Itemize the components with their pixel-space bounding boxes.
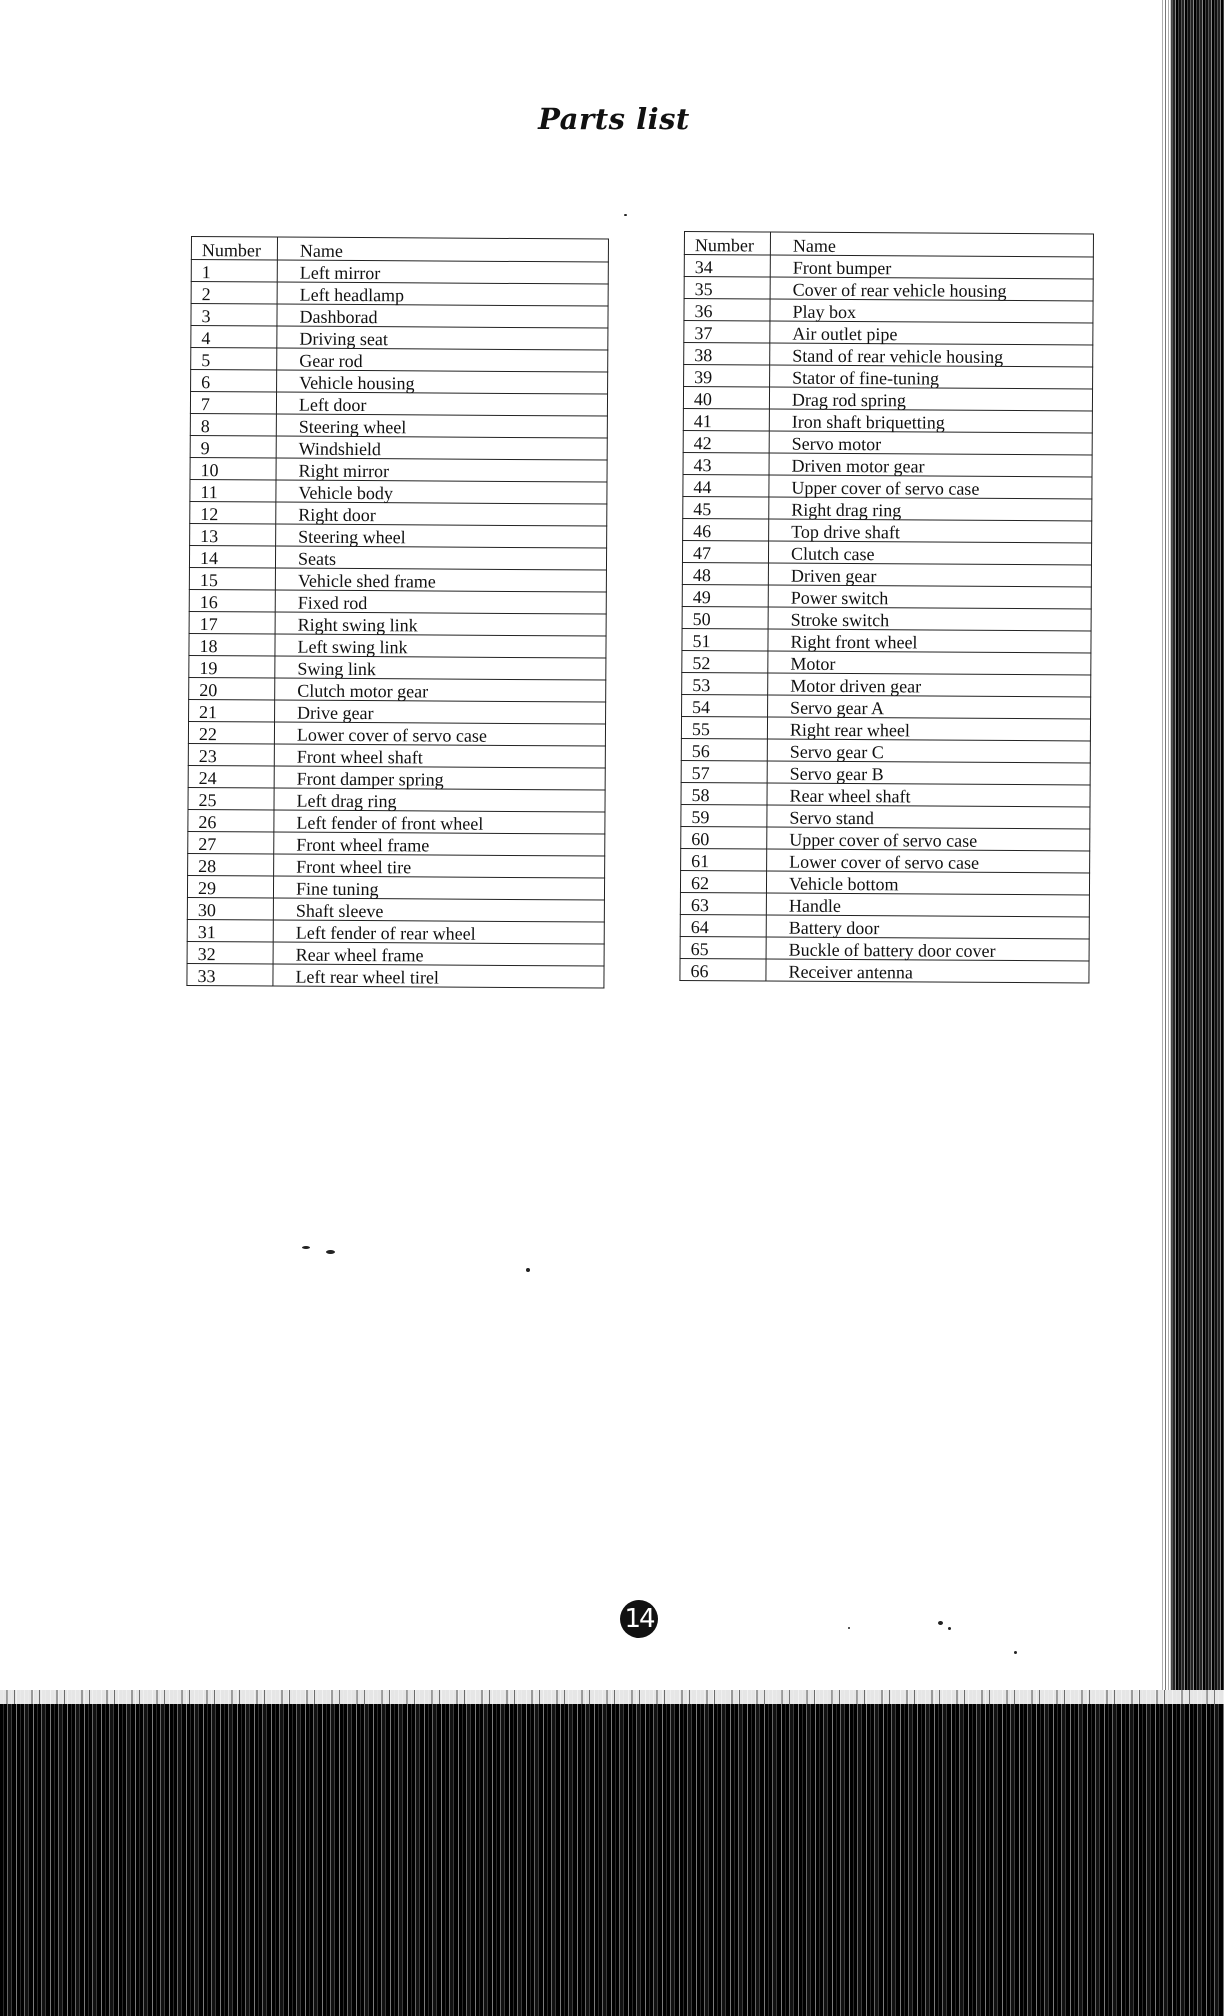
part-number: 2 bbox=[191, 282, 277, 305]
parts-table-right bbox=[679, 231, 1094, 983]
part-name: Driving seat bbox=[277, 326, 608, 350]
part-number: 40 bbox=[683, 387, 769, 410]
part-name: Left door bbox=[276, 392, 607, 416]
parts-table-left-body bbox=[187, 260, 608, 989]
part-name: Lower cover of servo case bbox=[274, 722, 605, 746]
part-name: Top drive shaft bbox=[769, 519, 1092, 543]
name-column-header: Name bbox=[277, 237, 608, 262]
table-row bbox=[187, 919, 604, 944]
part-name: Clutch motor gear bbox=[275, 678, 606, 702]
part-number: 8 bbox=[190, 413, 276, 436]
table-row bbox=[682, 628, 1091, 652]
part-number: 14 bbox=[189, 545, 275, 568]
table-row bbox=[682, 584, 1091, 608]
part-name: Right swing link bbox=[275, 612, 606, 636]
part-number: 64 bbox=[680, 914, 766, 937]
table-row bbox=[190, 392, 607, 417]
part-name: Stand of rear vehicle housing bbox=[770, 343, 1093, 367]
part-number: 38 bbox=[684, 343, 770, 366]
table-row bbox=[682, 540, 1091, 564]
parts-table-right-body bbox=[680, 255, 1093, 983]
part-name: Left drag ring bbox=[274, 788, 605, 812]
part-number: 3 bbox=[191, 304, 277, 327]
part-number: 49 bbox=[682, 584, 768, 607]
part-number: 10 bbox=[190, 457, 276, 480]
part-name: Receiver antenna bbox=[766, 959, 1089, 983]
table-row bbox=[187, 875, 604, 900]
table-row bbox=[191, 260, 608, 285]
part-name: Front bumper bbox=[770, 255, 1093, 279]
part-number: 31 bbox=[187, 919, 273, 942]
part-number: 50 bbox=[682, 606, 768, 629]
scan-speck bbox=[848, 1627, 850, 1629]
part-number: 39 bbox=[684, 365, 770, 388]
table-row bbox=[681, 826, 1090, 850]
part-name: Right front wheel bbox=[768, 629, 1091, 653]
part-name: Left swing link bbox=[275, 634, 606, 658]
part-number: 65 bbox=[680, 936, 766, 959]
table-row bbox=[683, 430, 1092, 454]
part-number: 47 bbox=[682, 540, 768, 563]
part-number: 28 bbox=[188, 853, 274, 876]
part-number: 36 bbox=[684, 299, 770, 322]
table-row bbox=[190, 457, 607, 482]
table-row bbox=[190, 413, 607, 438]
table-row bbox=[684, 343, 1093, 367]
part-name: Iron shaft briquetting bbox=[769, 409, 1092, 433]
part-number: 63 bbox=[680, 892, 766, 915]
part-name: Left fender of rear wheel bbox=[273, 920, 604, 944]
table-row bbox=[681, 848, 1090, 872]
table-row bbox=[189, 611, 606, 636]
part-number: 15 bbox=[189, 567, 275, 590]
part-name: Dashborad bbox=[277, 304, 608, 328]
scan-speck bbox=[1014, 1651, 1017, 1654]
table-row bbox=[188, 743, 605, 768]
part-number: 34 bbox=[684, 255, 770, 278]
part-number: 56 bbox=[681, 738, 767, 761]
table-row bbox=[190, 479, 607, 504]
part-name: Vehicle housing bbox=[277, 370, 608, 394]
part-name: Front wheel frame bbox=[274, 832, 605, 856]
scan-speck bbox=[948, 1627, 951, 1630]
part-name: Stator of fine-tuning bbox=[770, 365, 1093, 389]
table-row bbox=[683, 496, 1092, 520]
table-row bbox=[683, 518, 1092, 542]
part-name: Right rear wheel bbox=[767, 717, 1090, 741]
part-name: Rear wheel frame bbox=[273, 942, 604, 966]
part-name: Stroke switch bbox=[768, 607, 1091, 631]
part-number: 4 bbox=[191, 326, 277, 349]
part-number: 11 bbox=[190, 479, 276, 502]
part-name: Front wheel shaft bbox=[274, 744, 605, 768]
part-number: 25 bbox=[188, 787, 274, 810]
table-row bbox=[190, 523, 607, 548]
scan-speck bbox=[326, 1250, 335, 1254]
part-number: 7 bbox=[190, 392, 276, 415]
table-row bbox=[681, 760, 1090, 784]
part-number: 52 bbox=[682, 650, 768, 673]
part-number: 43 bbox=[683, 452, 769, 475]
part-name: Shaft sleeve bbox=[273, 898, 604, 922]
part-name: Right mirror bbox=[276, 458, 607, 482]
part-name: Windshield bbox=[276, 436, 607, 460]
table-row bbox=[191, 348, 608, 373]
part-number: 29 bbox=[187, 875, 273, 898]
part-number: 60 bbox=[681, 826, 767, 849]
part-name: Drag rod spring bbox=[769, 387, 1092, 411]
table-row bbox=[189, 699, 606, 724]
part-number: 18 bbox=[189, 633, 275, 656]
part-number: 20 bbox=[189, 677, 275, 700]
table-row bbox=[684, 365, 1093, 389]
part-name: Servo gear A bbox=[768, 695, 1091, 719]
part-name: Fine tuning bbox=[273, 876, 604, 900]
part-name: Steering wheel bbox=[276, 414, 607, 438]
table-row bbox=[681, 716, 1090, 740]
table-row bbox=[682, 606, 1091, 630]
part-name: Driven gear bbox=[768, 563, 1091, 587]
table-row bbox=[188, 831, 605, 856]
part-name: Vehicle shed frame bbox=[275, 568, 606, 592]
part-number: 19 bbox=[189, 655, 275, 678]
part-number: 37 bbox=[684, 321, 770, 344]
table-row bbox=[681, 804, 1090, 828]
scan-speck bbox=[624, 214, 627, 216]
part-number: 12 bbox=[190, 501, 276, 524]
table-row bbox=[188, 853, 605, 878]
part-name: Vehicle body bbox=[276, 480, 607, 504]
table-row bbox=[683, 452, 1092, 476]
number-column-header: Number bbox=[684, 232, 770, 256]
table-row bbox=[684, 277, 1093, 301]
part-number: 44 bbox=[683, 474, 769, 497]
part-name: Lower cover of servo case bbox=[767, 849, 1090, 873]
part-name: Buckle of battery door cover bbox=[766, 937, 1089, 961]
table-row bbox=[682, 562, 1091, 586]
name-column-header: Name bbox=[770, 232, 1093, 257]
part-name: Battery door bbox=[766, 915, 1089, 939]
part-number: 6 bbox=[191, 370, 277, 393]
table-row bbox=[191, 326, 608, 351]
part-name: Cover of rear vehicle housing bbox=[770, 277, 1093, 301]
part-name: Power switch bbox=[768, 585, 1091, 609]
part-number: 41 bbox=[683, 408, 769, 431]
table-row bbox=[189, 677, 606, 702]
table-row bbox=[191, 282, 608, 307]
part-number: 61 bbox=[681, 848, 767, 871]
table-row bbox=[684, 299, 1093, 323]
part-number: 17 bbox=[189, 611, 275, 634]
part-number: 54 bbox=[682, 694, 768, 717]
table-row bbox=[684, 321, 1093, 345]
part-number: 45 bbox=[683, 496, 769, 519]
part-name: Steering wheel bbox=[276, 524, 607, 548]
part-name: Right door bbox=[276, 502, 607, 526]
table-row bbox=[189, 633, 606, 658]
part-number: 66 bbox=[680, 958, 766, 981]
part-name: Fixed rod bbox=[275, 590, 606, 614]
table-row bbox=[680, 892, 1089, 916]
scan-speck bbox=[938, 1621, 943, 1625]
part-name: Servo stand bbox=[767, 805, 1090, 829]
table-row bbox=[684, 255, 1093, 279]
part-name: Vehicle bottom bbox=[766, 871, 1089, 895]
page-number-badge: 14 bbox=[620, 1600, 658, 1638]
part-name: Driven motor gear bbox=[769, 453, 1092, 477]
table-row bbox=[187, 941, 604, 966]
part-number: 58 bbox=[681, 782, 767, 805]
part-number: 62 bbox=[680, 870, 766, 893]
part-name: Drive gear bbox=[275, 700, 606, 724]
part-name: Servo motor bbox=[769, 431, 1092, 455]
scan-edge-bottom bbox=[0, 1690, 1224, 2016]
part-number: 1 bbox=[191, 260, 277, 283]
table-row bbox=[189, 567, 606, 592]
part-number: 33 bbox=[187, 963, 273, 986]
part-name: Servo gear C bbox=[767, 739, 1090, 763]
table-row bbox=[682, 650, 1091, 674]
part-name: Motor bbox=[768, 651, 1091, 675]
table-row bbox=[191, 370, 608, 395]
table-row bbox=[682, 672, 1091, 696]
part-name: Swing link bbox=[275, 656, 606, 680]
part-name: Upper cover of servo case bbox=[767, 827, 1090, 851]
table-row bbox=[680, 936, 1089, 960]
part-name: Right drag ring bbox=[769, 497, 1092, 521]
table-row bbox=[683, 387, 1092, 411]
part-name: Play box bbox=[770, 299, 1093, 323]
part-name: Servo gear B bbox=[767, 761, 1090, 785]
part-number: 23 bbox=[188, 743, 274, 766]
part-number: 22 bbox=[188, 721, 274, 744]
part-number: 59 bbox=[681, 804, 767, 827]
page-title: Parts list bbox=[538, 102, 690, 136]
part-name: Front wheel tire bbox=[274, 854, 605, 878]
table-row bbox=[187, 897, 604, 922]
part-name: Rear wheel shaft bbox=[767, 783, 1090, 807]
table-row bbox=[189, 655, 606, 680]
part-name: Air outlet pipe bbox=[770, 321, 1093, 345]
scan-edge-right bbox=[1170, 0, 1224, 1690]
part-name: Seats bbox=[275, 546, 606, 570]
part-number: 51 bbox=[682, 628, 768, 651]
part-number: 32 bbox=[187, 941, 273, 964]
part-number: 24 bbox=[188, 765, 274, 788]
part-name: Clutch case bbox=[768, 541, 1091, 565]
part-number: 21 bbox=[189, 699, 275, 722]
part-number: 48 bbox=[682, 562, 768, 585]
part-name: Front damper spring bbox=[274, 766, 605, 790]
table-row bbox=[188, 787, 605, 812]
scan-speck bbox=[526, 1268, 530, 1272]
part-name: Gear rod bbox=[277, 348, 608, 372]
table-row bbox=[683, 474, 1092, 498]
part-name: Left rear wheel tirel bbox=[273, 964, 604, 988]
part-name: Left headlamp bbox=[277, 282, 608, 306]
part-number: 35 bbox=[684, 277, 770, 300]
table-row bbox=[682, 694, 1091, 718]
part-number: 16 bbox=[189, 589, 275, 612]
part-number: 57 bbox=[681, 760, 767, 783]
table-row bbox=[188, 721, 605, 746]
part-name: Left mirror bbox=[277, 260, 608, 284]
table-row bbox=[188, 809, 605, 834]
table-row bbox=[680, 870, 1089, 894]
number-column-header: Number bbox=[191, 237, 277, 261]
table-row bbox=[187, 963, 604, 988]
table-row bbox=[188, 765, 605, 790]
part-name: Motor driven gear bbox=[768, 673, 1091, 697]
part-number: 55 bbox=[681, 716, 767, 739]
part-name: Handle bbox=[766, 893, 1089, 917]
part-number: 27 bbox=[188, 831, 274, 854]
table-row bbox=[681, 738, 1090, 762]
part-number: 26 bbox=[188, 809, 274, 832]
part-number: 13 bbox=[190, 523, 276, 546]
table-row bbox=[683, 408, 1092, 432]
table-row bbox=[190, 501, 607, 526]
table-row bbox=[189, 589, 606, 614]
table-row bbox=[191, 304, 608, 329]
scan-speck bbox=[302, 1246, 310, 1249]
table-row bbox=[680, 958, 1089, 982]
table-row bbox=[681, 782, 1090, 806]
table-row bbox=[680, 914, 1089, 938]
table-row bbox=[190, 435, 607, 460]
part-name: Upper cover of servo case bbox=[769, 475, 1092, 499]
table-header-row bbox=[684, 232, 1093, 257]
part-number: 9 bbox=[190, 435, 276, 458]
table-row bbox=[189, 545, 606, 570]
part-number: 46 bbox=[683, 518, 769, 541]
table-header-row bbox=[191, 237, 608, 263]
parts-table-left bbox=[186, 236, 609, 989]
part-number: 53 bbox=[682, 672, 768, 695]
part-number: 42 bbox=[683, 430, 769, 453]
part-number: 30 bbox=[187, 897, 273, 920]
part-name: Left fender of front wheel bbox=[274, 810, 605, 834]
part-number: 5 bbox=[191, 348, 277, 371]
